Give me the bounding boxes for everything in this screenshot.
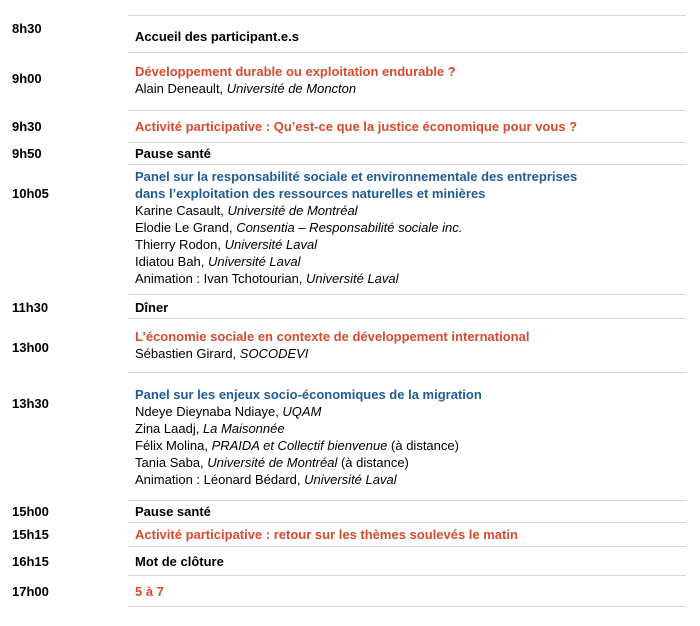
speaker-affiliation: La Maisonnée <box>202 421 285 436</box>
speaker-line <box>135 454 680 471</box>
agenda-title: 5 à 7 <box>135 584 164 599</box>
row-separator <box>128 546 686 547</box>
agenda-title-line: dans l’exploitation des ressources naturelles et minières <box>135 186 486 201</box>
row-separator <box>128 522 686 523</box>
row-separator <box>128 142 686 143</box>
agenda-title: L’économie sociale en contexte de développement international <box>135 329 530 344</box>
speaker-line <box>135 471 680 488</box>
time-label: 15h00 <box>12 504 49 519</box>
speaker-line <box>135 403 680 420</box>
speaker-affiliation: Université de Moncton <box>226 81 357 96</box>
agenda-title: Pause santé <box>135 504 211 519</box>
speaker-line <box>135 219 680 236</box>
row-separator <box>128 372 686 373</box>
speaker-affiliation: Consentia – Responsabilité sociale inc. <box>236 220 463 235</box>
time-label: 11h30 <box>12 300 49 315</box>
agenda-title: Accueil des participant.e.s <box>135 29 300 44</box>
speaker-affiliation: Université Laval <box>306 271 399 286</box>
time-label: 15h15 <box>12 527 49 542</box>
speaker-affiliation: Université de Montréal <box>227 203 358 218</box>
speaker-line <box>135 236 680 253</box>
agenda-title: Pause santé <box>135 146 211 161</box>
speaker-name: Alain Deneault, <box>135 81 227 96</box>
row-separator <box>128 575 686 576</box>
speaker-name: Félix Molina, <box>135 438 212 453</box>
time-label: 9h00 <box>12 71 42 86</box>
speaker-note: (à distance) <box>387 438 459 453</box>
agenda-item <box>135 168 680 287</box>
speaker-affiliation: UQAM <box>282 404 322 419</box>
speaker-name: Sébastien Girard, <box>135 346 240 361</box>
speaker-affiliation: Université Laval <box>224 237 318 252</box>
agenda-item <box>135 63 680 97</box>
time-label: 17h00 <box>12 584 49 599</box>
agenda-title: Mot de clôture <box>135 554 224 569</box>
speaker-affiliation: Université Laval <box>208 254 301 269</box>
time-label: 10h05 <box>12 186 49 201</box>
speaker-line <box>135 253 680 270</box>
row-separator <box>128 606 686 607</box>
agenda-title: Activité participative : Qu’est-ce que la justice économique pour vous ? <box>135 119 578 134</box>
speaker-name: Idiatou Bah, <box>135 254 208 269</box>
agenda-title: Dîner <box>135 300 169 315</box>
agenda-title: Développement durable ou exploitation endurable ? <box>135 64 456 79</box>
row-separator <box>128 110 686 111</box>
agenda-item <box>135 328 680 362</box>
time-label: 16h15 <box>12 554 49 569</box>
speaker-affiliation: Université Laval <box>304 472 397 487</box>
speaker-line <box>135 202 680 219</box>
speaker-line <box>135 270 680 287</box>
time-label: 9h30 <box>12 119 42 134</box>
speaker-name: Elodie Le Grand, <box>135 220 237 235</box>
time-label: 9h50 <box>12 146 42 161</box>
row-separator <box>128 318 686 319</box>
speaker-affiliation: SOCODEVI <box>239 346 309 361</box>
speaker-name: Karine Casault, <box>135 203 228 218</box>
speaker-line <box>135 345 680 362</box>
row-separator <box>128 164 686 165</box>
speaker-line <box>135 437 680 454</box>
speaker-name: Thierry Rodon, <box>135 237 225 252</box>
time-label: 8h30 <box>12 21 42 36</box>
time-label: 13h00 <box>12 340 49 355</box>
speaker-name: Zina Laadj, <box>135 421 203 436</box>
speaker-name: Tania Saba, <box>135 455 208 470</box>
row-separator <box>128 500 686 501</box>
agenda-item <box>135 386 680 488</box>
row-separator <box>128 294 686 295</box>
speaker-note: (à distance) <box>337 455 409 470</box>
agenda-title-line: Panel sur la responsabilité sociale et environnementale des entreprises <box>135 169 578 184</box>
speaker-name: Animation : Léonard Bédard, <box>135 472 305 487</box>
agenda-title: Activité participative : retour sur les thèmes soulevés le matin <box>135 527 518 542</box>
agenda-title: Panel sur les enjeux socio-économiques de la migration <box>135 387 482 402</box>
row-separator <box>128 15 686 16</box>
speaker-affiliation: PRAIDA et Collectif bienvenue <box>211 438 388 453</box>
speaker-line <box>135 80 680 97</box>
speaker-name: Ndeye Dieynaba Ndiaye, <box>135 404 283 419</box>
speaker-affiliation: Université de Montréal <box>207 455 338 470</box>
row-separator <box>128 52 686 53</box>
time-label: 13h30 <box>12 396 49 411</box>
speaker-line <box>135 420 680 437</box>
speaker-name: Animation : Ivan Tchotourian, <box>135 271 307 286</box>
